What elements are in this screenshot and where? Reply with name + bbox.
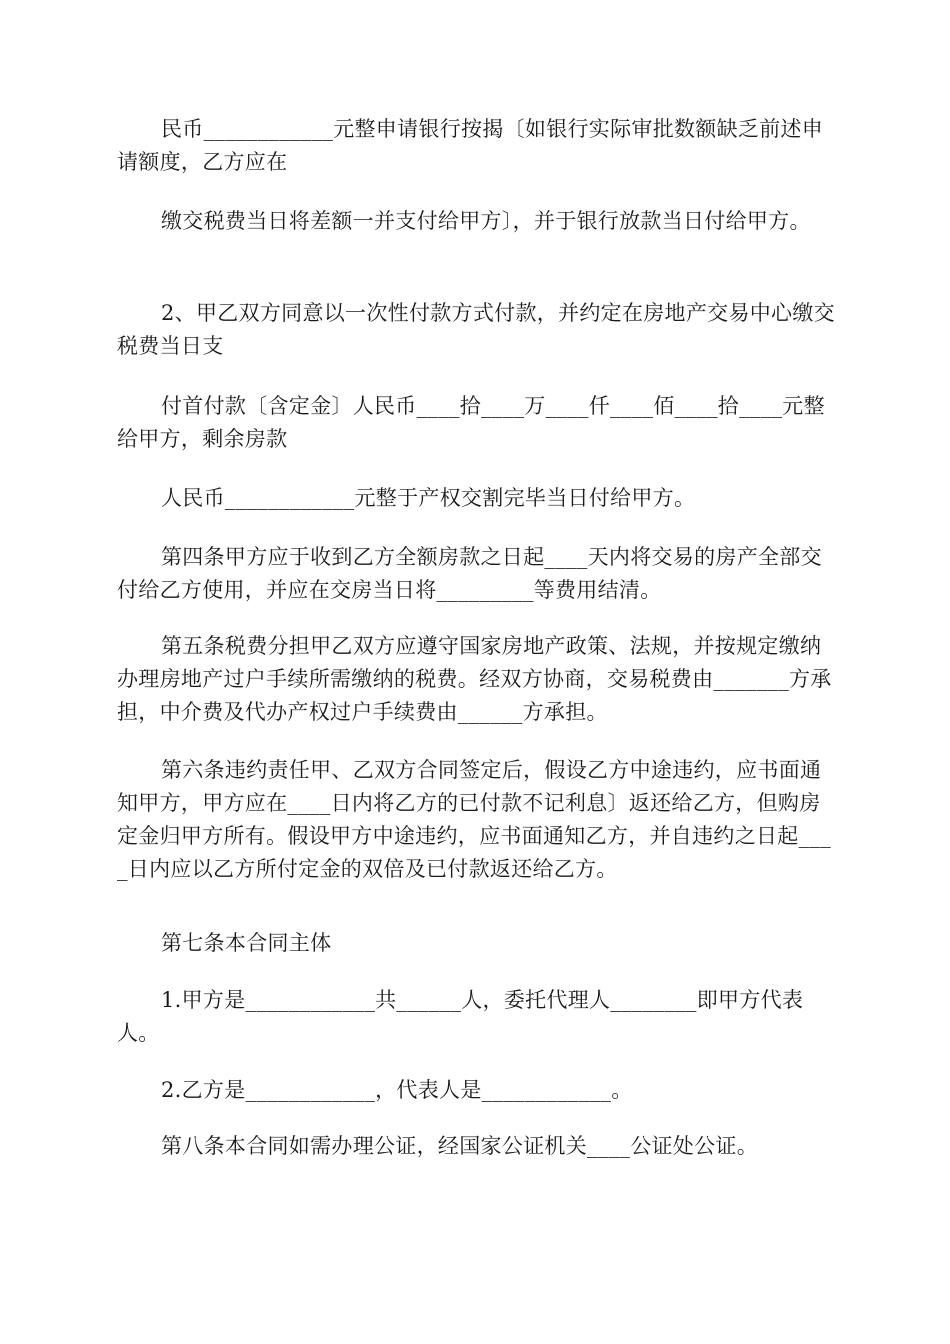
- paragraph-tax-difference: 缴交税费当日将差额一并支付给甲方〕，并于银行放款当日付给甲方。: [161, 209, 811, 233]
- paragraph-article-5: 第五条税费分担甲乙双方应遵守国家房地产政策、法规，并按规定缴纳办理房地产过户手续所需缴纳的税费。经双方协商，交易税费由_______方承担，中介费及代办产权过户手续费由______方承担。: [117, 634, 832, 724]
- paragraph-remaining-payment: 人民币____________元整于产权交割完毕当日付给甲方。: [161, 486, 696, 510]
- paragraph-article-8: 第八条本合同如需办理公证，经国家公证机关____公证处公证。: [161, 1134, 758, 1158]
- paragraph-article-6: 第六条违约责任甲、乙双方合同签定后，假设乙方中途违约，应书面通知甲方，甲方应在____日内将乙方的已付款不记利息〕返还给乙方，但购房定金归甲方所有。假设甲方中途违约，应书面通知乙方，并自违约之日起____日内应以乙方所付定金的双倍及已付款返还给乙方。: [117, 758, 831, 881]
- paragraph-party-b: 2.乙方是____________，代表人是____________。: [161, 1078, 633, 1102]
- paragraph-article-7-title: 第七条本合同主体: [161, 931, 332, 955]
- paragraph-clause-2: 2、甲乙双方同意以一次性付款方式付款，并约定在房地产交易中心缴交税费当日支: [117, 301, 835, 358]
- paragraph-article-4: 第四条甲方应于收到乙方全额房款之日起____天内将交易的房产全部交付给乙方使用，并应在交房当日将_________等费用结清。: [117, 545, 822, 602]
- paragraph-party-a: 1.甲方是____________共______人，委托代理人________即甲方代表人。: [117, 988, 804, 1045]
- paragraph-loan-amount: 民币____________元整申请银行按揭〔如银行实际审批数额缺乏前述申请额度，乙方应在: [117, 117, 824, 174]
- paragraph-down-payment: 付首付款〔含定金〕人民币____拾____万____仟____佰____拾____元整给甲方，剩余房款: [117, 394, 825, 451]
